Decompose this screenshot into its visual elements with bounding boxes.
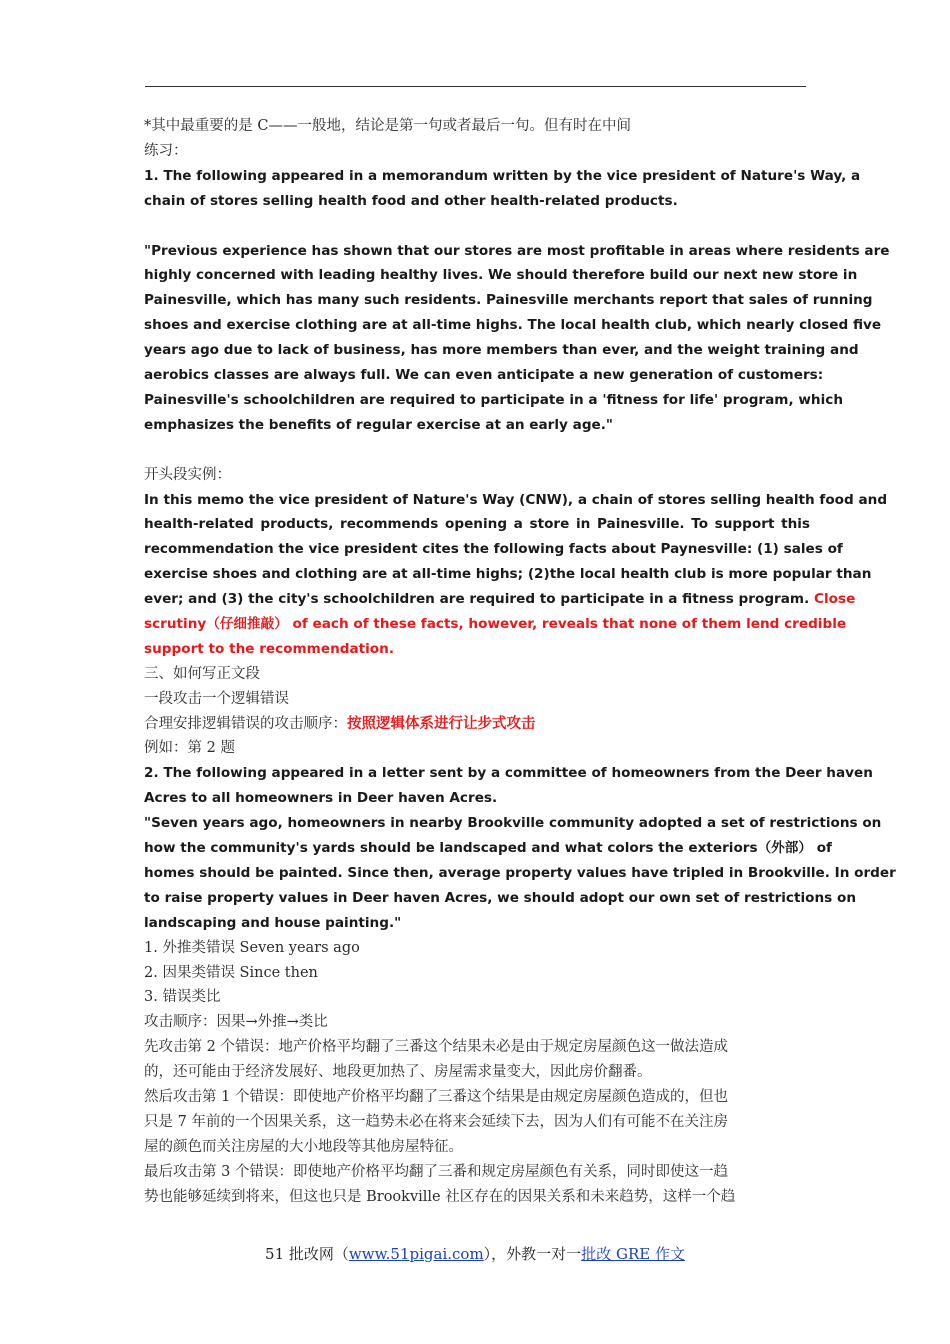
highlight-text: support to the recommendation.: [144, 640, 394, 657]
text-line: [144, 612, 847, 637]
line-text: health-related products, recommends opening a store in Painesville. To support this: [144, 516, 810, 533]
text-line: [144, 1110, 810, 1135]
text-line: [144, 911, 810, 936]
text-line: [144, 488, 888, 513]
text-line: [144, 463, 810, 488]
text-line: [144, 687, 810, 712]
line-text: 练习：: [144, 142, 188, 159]
footer-site-link[interactable]: www.51pigai.com: [348, 1245, 484, 1263]
document-body: [144, 114, 896, 1209]
blank-line: [144, 214, 810, 239]
line-text: homes should be painted. Since then, average property values have tripled in Brookville. In order: [144, 864, 896, 881]
text-line: [144, 288, 873, 313]
line-text: ever; and (3) the city's schoolchildren are required to participate in a fitness program.: [144, 591, 810, 608]
line-text: 开头段实例：: [144, 466, 231, 483]
text-line: [144, 761, 873, 786]
text-line: [144, 338, 859, 363]
line-text: highly concerned with leading healthy lives. We should therefore build our next new store in: [144, 267, 858, 284]
text-line: [144, 413, 810, 438]
text-line: [144, 164, 861, 189]
text-line: [144, 239, 890, 264]
text-line: [144, 114, 810, 139]
line-text: 三、如何写正文段: [144, 665, 260, 682]
text-line: [144, 363, 824, 388]
line-text: recommendation the vice president cites the following facts about Paynesville: (1) sales of: [144, 541, 843, 558]
text-line: [144, 662, 810, 687]
highlight-text: 按照逻辑体系进行让步式攻击: [347, 714, 536, 732]
text-line: [144, 587, 856, 612]
text-line: [144, 1085, 810, 1110]
text-line: [144, 985, 810, 1010]
text-line: [144, 313, 882, 338]
line-text: years ago due to lack of business, has more members than ever, and the weight training and: [144, 342, 859, 359]
text-line: [144, 263, 858, 288]
line-text: 一段攻击一个逻辑错误: [144, 690, 289, 707]
line-text: Acres to all homeowners in Deer haven Acres.: [144, 790, 498, 807]
text-line: [144, 388, 843, 413]
line-text: "Seven years ago, homeowners in nearby Brookville community adopted a set of restrictions on: [144, 815, 882, 832]
text-line: [144, 1060, 810, 1085]
line-text: chain of stores selling health food and other health-related products.: [144, 192, 678, 209]
line-text: Painesville, which has many such residents. Painesville merchants report that sales of running: [144, 292, 873, 309]
text-line: [144, 139, 810, 164]
text-line: [144, 537, 843, 562]
line-text: 最后攻击第 3 个错误：即使地产价格平均翻了三番和规定房屋颜色有关系，同时即使这一趋: [144, 1163, 728, 1180]
text-line: [144, 836, 832, 861]
text-line: [144, 811, 882, 836]
line-text: 屋的颜色而关注房屋的大小地段等其他房屋特征。: [144, 1138, 463, 1155]
line-text: "Previous experience has shown that our stores are most profitable in areas where residents are: [144, 242, 890, 259]
text-line: [144, 1160, 810, 1185]
text-line: [144, 512, 810, 537]
text-line: [144, 1185, 810, 1210]
line-text: shoes and exercise clothing are at all-time highs. The local health club, which nearly closed five: [144, 317, 882, 334]
text-line: [144, 961, 810, 986]
line-text: 例如：第 2 题: [144, 740, 235, 757]
text-line: [144, 1135, 810, 1160]
line-text: 的，还可能由于经济发展好、地段更加热了、房屋需求量变大，因此房价翻番。: [144, 1064, 652, 1081]
text-line: [144, 562, 872, 587]
text-line: [144, 736, 810, 761]
line-text: emphasizes the benefits of regular exercise at an early age.": [144, 416, 614, 433]
text-line: [144, 637, 810, 662]
line-text: 1. 外推类错误 Seven years ago: [144, 939, 360, 956]
text-line: [144, 936, 810, 961]
line-text: 只是 7 年前的一个因果关系，这一趋势未必在将来会延续下去，因为人们有可能不在关注房: [144, 1113, 728, 1130]
text-line: [144, 712, 810, 737]
line-text: 势也能够延续到将来，但这也只是 Brookville 社区存在的因果关系和未来趋势，这样一个趋: [144, 1188, 736, 1205]
line-text: how the community's yards should be landscaped and what colors the exteriors（外部） of: [144, 840, 832, 857]
line-text: Painesville's schoolchildren are required to participate in a 'fitness for life' program, which: [144, 391, 843, 408]
text-line: [144, 786, 810, 811]
page-footer: [0, 1243, 950, 1264]
text-line: [144, 1010, 810, 1035]
header-rule: [145, 86, 806, 87]
line-text: 合理安排逻辑错误的攻击顺序：: [144, 715, 347, 732]
line-text: 先攻击第 2 个错误：地产价格平均翻了三番这个结果未必是由于规定房屋颜色这一做法造成: [144, 1039, 728, 1056]
footer-prefix: 51 批改网（: [265, 1245, 349, 1263]
text-line: [144, 861, 896, 886]
line-text: landscaping and house painting.": [144, 914, 402, 931]
line-text: 攻击顺序：因果→外推→类比: [144, 1014, 328, 1031]
line-text: to raise property values in Deer haven Acres, we should adopt our own set of restrictions on: [144, 889, 857, 906]
line-text: aerobics classes are always full. We can even anticipate a new generation of customers:: [144, 367, 824, 384]
line-text: 2. The following appeared in a letter sent by a committee of homeowners from the Deer haven: [144, 765, 873, 782]
blank-line: [144, 438, 810, 463]
footer-gre-link[interactable]: 批改 GRE 作文: [581, 1245, 685, 1263]
line-text: 3. 错误类比: [144, 989, 221, 1006]
text-line: [144, 189, 810, 214]
line-text: *其中最重要的是 C——一般地，结论是第一句或者最后一句。但有时在中间: [144, 118, 631, 134]
highlight-text: scrutiny（仔细推敲） of each of these facts, however, reveals that none of them lend credible: [144, 616, 847, 633]
line-text: 1. The following appeared in a memorandum written by the vice president of Nature's Way, a: [144, 167, 861, 184]
text-line: [144, 1035, 810, 1060]
line-text: 2. 因果类错误 Since then: [144, 964, 318, 981]
text-line: [144, 886, 857, 911]
highlight-text: Close: [809, 591, 856, 608]
line-text: In this memo the vice president of Nature's Way (CNW), a chain of stores selling health food and: [144, 491, 888, 508]
line-text: exercise shoes and clothing are at all-time highs; (2)the local health club is more popular than: [144, 566, 872, 583]
footer-middle: ），外教一对一: [483, 1245, 582, 1263]
line-text: 然后攻击第 1 个错误：即使地产价格平均翻了三番这个结果是由规定房屋颜色造成的，但也: [144, 1088, 728, 1105]
